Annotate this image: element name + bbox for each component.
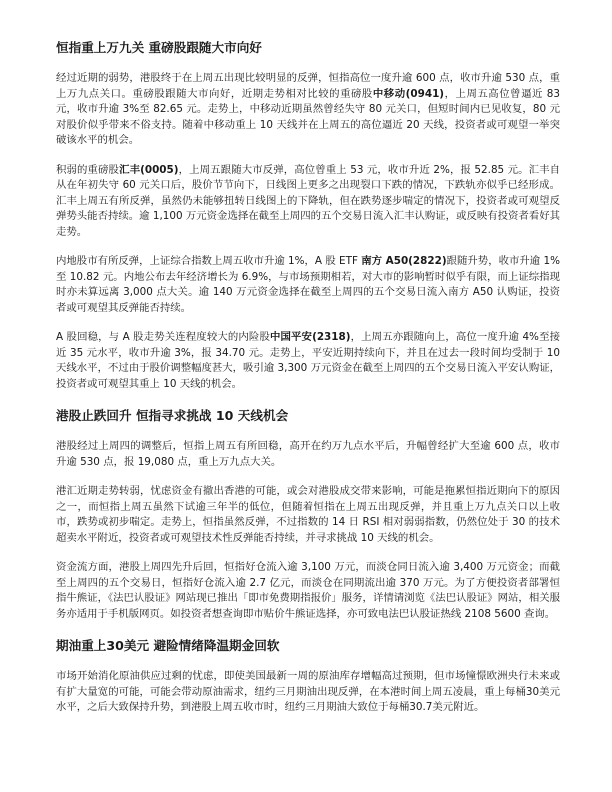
text-run: 内地股市有所反弹，上证综合指数上周五收市升逾 1%，A 股 ETF xyxy=(56,255,362,267)
stock-name: 中国平安(2318) xyxy=(269,331,351,343)
paragraph xyxy=(56,254,560,316)
stock-name: 南方 A50(2822) xyxy=(361,255,447,267)
stock-name: 汇丰(0005) xyxy=(119,163,179,176)
paragraph xyxy=(56,669,560,716)
text-run: 市场开始消化原油供应过剩的忧虑，即使美国最新一周的原油库存增幅高过预期，但市场憧憬欧洲央行未来或有扩大量宽的可能，可能会带动原油需求，纽约三月期油出现反弹，在本港时间上周五凌晨，重上每桶30美元水平，之后大致保持升势，到港股上周五收市时，纽约三月期油大致位于每桶30.7美元附近。 xyxy=(56,670,560,713)
text-run: 经过近期的弱势，港股终于在上周五出现比较明显的反弹，恒指高位一度升逾 600 点，收市升逾 530 点，重上万九点关口。重磅股跟随大市向好，近期走势相对比较的重磅股 xyxy=(56,72,560,100)
text-run: 港汇近期走势转弱，忧虑资金有撤出香港的可能，或会对港股成交带来影响，可能是拖累恒指近期向下的原因之一，而恒指上周五虽然下试逾三年半的低位，但随着恒指在上周五出现反弹，并且重上万九点关口以上收市，跌势或初步喘定。走势上，恒指虽然反弹，不过指数的 14 日 RSI 相对弱弱指数，仍然位处于 30 的技术超卖水平附近，投资者或可观望技术性反弹能否持续，并寻求挑战 10 天线的机会。 xyxy=(56,485,560,544)
text-run: ，上周五跟随大市反弹，高位曾重上 53 元，收市升近 2%，报 52.85 元。汇丰自从在年初失守 60 元关口后，股价节节向下，日线图上更多之出现裂口下跌的情况，下跌轨亦似乎已经形成。汇丰上周五有所反弹，虽然仍未能够扭转日线图上的下降轨，但在跌势逐步喘定的情况下，投资者或可观望反弹势头能否持续。逾 1,100 万元资金选择在截至上周四的五个交易日流入汇丰认购证，或反映有投资者看好其走势。 xyxy=(56,163,561,238)
text-run: 积弱的重磅股 xyxy=(56,163,120,176)
section-heading: 期油重上30美元 避险情绪降温期金回软 xyxy=(56,638,280,653)
text-run: 港股经过上周四的调整后，恒指上周五有所回稳，高开在约万九点水平后，升幅曾经扩大至逾 600 点，收市升逾 530 点，报 19,080 点，重上万九点大关。 xyxy=(56,440,560,468)
text-run: 跟随升势，收市升逾 1%至 10.82 元。内地公布去年经济增长为 6.9%，与市场预期相若，对大市的影响暂时似乎有限，而上证综指现时亦未算远离 3,000 点大关。逾 140 万元资金选择在截至上周四的五个交易日流入南方 A50 认购证，投资者或可观望其反弹能否持续。 xyxy=(56,255,560,314)
text-run: A 股回稳，与 A 股走势关连程度较大的内险股 xyxy=(56,331,270,343)
paragraph xyxy=(56,560,560,622)
section-oil-gold xyxy=(56,638,560,716)
paragraph xyxy=(56,163,560,241)
section-heading: 恒指重上万九关 重磅股跟随大市向好 xyxy=(56,40,262,55)
paragraph xyxy=(56,439,560,470)
text-run: ，上周五亦跟随向上，高位一度升逾 4%至接近 35 元水平，收市升逾 3%，报 34.70 元。走势上，平安近期持续向下，并且在过去一段时间均受制于 10 天线水平，不过由于股价调整幅度甚大，吸引逾 3,300 万元资金在截至上周四的五个交易日流入平安认购证，投资者或可观望其重上 10 天线的机会。 xyxy=(56,331,560,390)
section-hk-market-rebound xyxy=(56,408,560,622)
text-run: 资金流方面，港股上周四先升后回，恒指好仓流入逾 3,100 万元，而淡仓同日流入逾 3,400 万元资金；而截至上周四的五个交易日，恒指好仓流入逾 2.7 亿元，而淡仓在同期流出逾 370 万元。为了方便投资者部署恒指牛熊证，《法巴认股证》网站现已推出「即市免费期指报价」服务，详情请浏览《法巴认股证》网站，相关服务亦适用于手机版网页。如投资者想查询即市贴价牛熊证选择，亦可致电法巴认股证热线 2108 5600 查询。 xyxy=(56,561,560,620)
section-heading: 港股止跌回升 恒指寻求挑战 10 天线机会 xyxy=(56,408,289,423)
section-hsi-heavyweights xyxy=(56,40,560,392)
paragraph xyxy=(56,484,560,546)
text-run: ，上周五高位曾逼近 83 元，收市升逾 3%至 82.65 元。走势上，中移动近期虽然曾经失守 80 元关口，但短时间内已见收复，80 元对股价似乎带来不俗支持。随着中移动重上 10 天线并在上周五的高位逼近 20 天线，投资者或可观望一举突破该水平的机会。 xyxy=(56,87,560,146)
paragraph xyxy=(56,330,560,392)
stock-name: 中移动(0941) xyxy=(372,87,445,100)
paragraph xyxy=(56,71,560,149)
